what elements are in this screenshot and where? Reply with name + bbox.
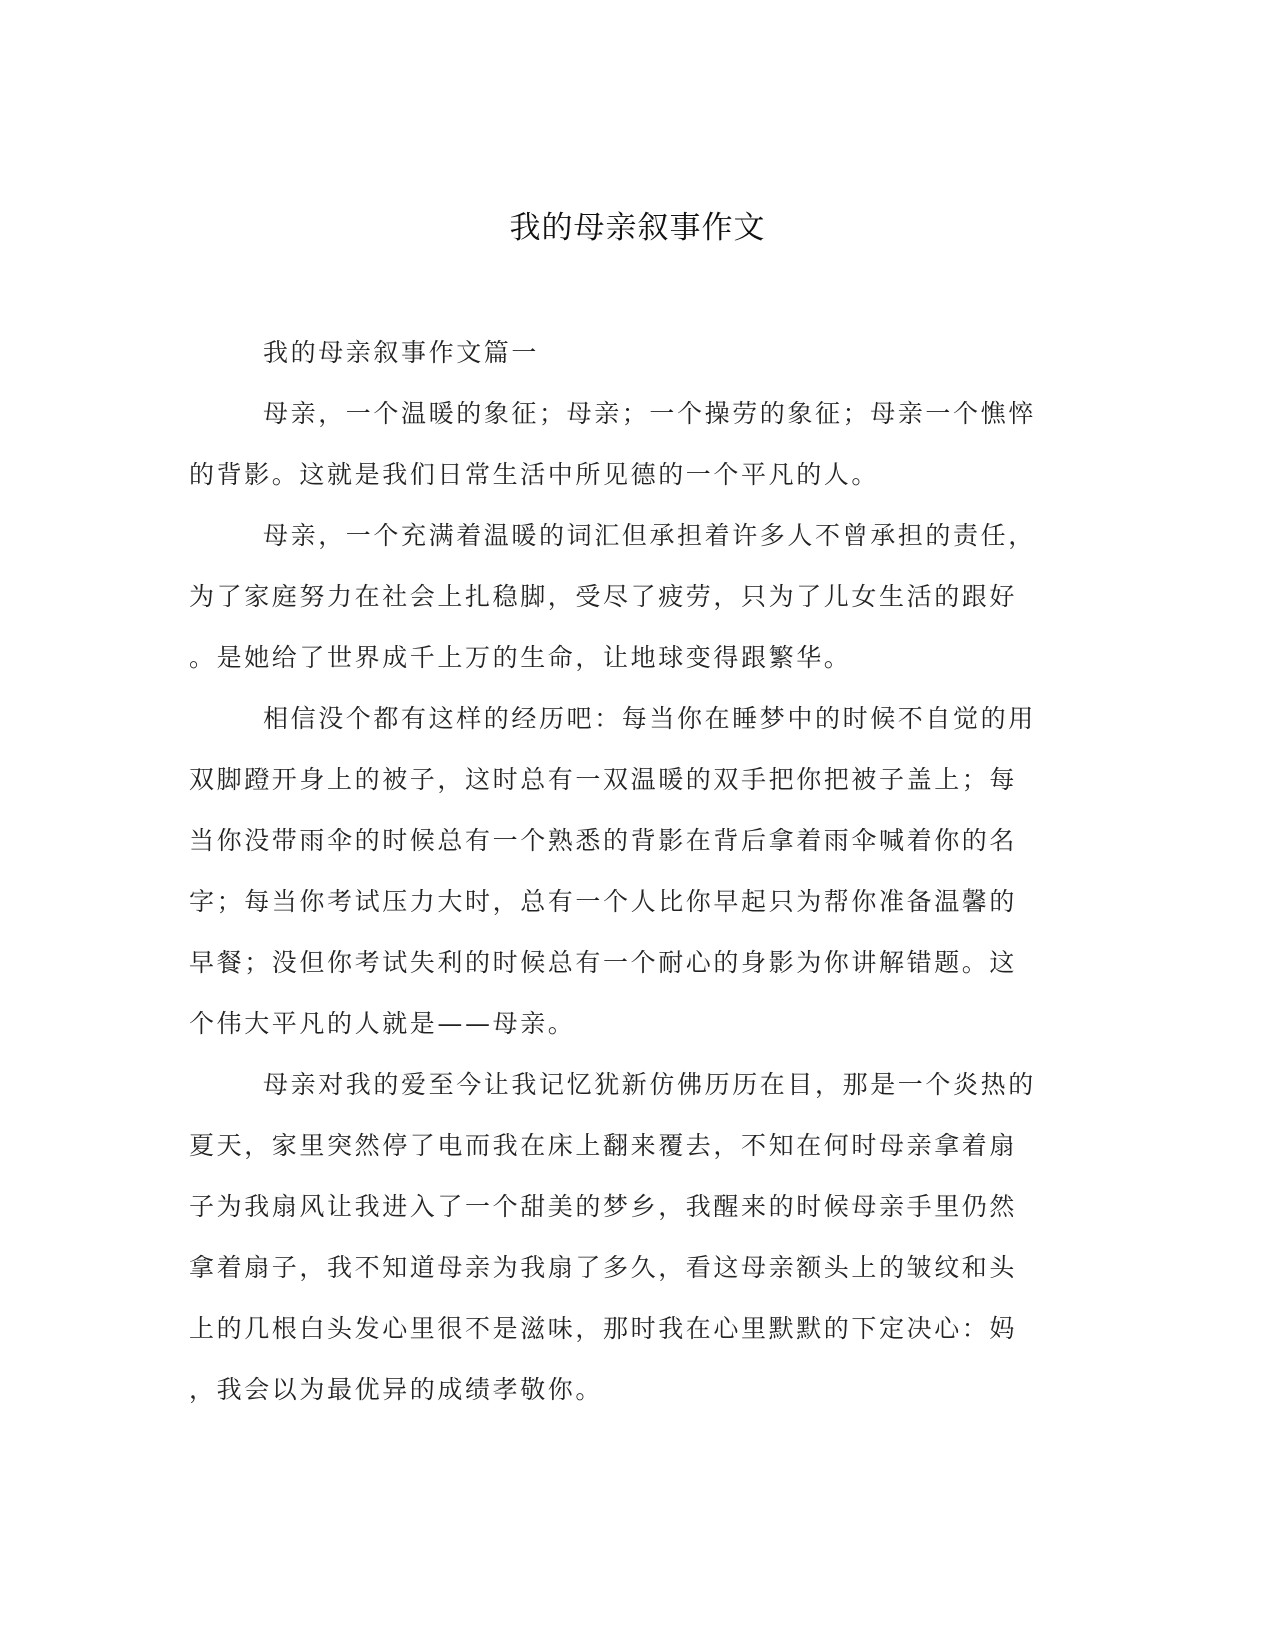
document-body — [189, 322, 1069, 1420]
paragraph-line: 当你没带雨伞的时候总有一个熟悉的背影在背后拿着雨伞喊着你的名 — [189, 826, 1018, 855]
section-heading — [189, 322, 1069, 383]
paragraph-line: 双脚蹬开身上的被子，这时总有一双温暖的双手把你把被子盖上；每 — [189, 765, 1018, 794]
document-title: 我的母亲叙事作文 — [509, 210, 766, 246]
paragraph-4 — [189, 1054, 1069, 1420]
paragraph-line: 。是她给了世界成千上万的生命，让地球变得跟繁华。 — [189, 643, 852, 672]
paragraph-line: 拿着扇子，我不知道母亲为我扇了多久，看这母亲额头上的皱纹和头 — [189, 1253, 1018, 1282]
paragraph-line: 夏天，家里突然停了电而我在床上翻来覆去，不知在何时母亲拿着扇 — [189, 1131, 1018, 1160]
paragraph-line: 上的几根白头发心里很不是滋味，那时我在心里默默的下定决心：妈 — [189, 1314, 1018, 1343]
paragraph-line: 母亲，一个温暖的象征；母亲；一个操劳的象征；母亲一个憔悴 — [263, 399, 1036, 428]
paragraph-line: 为了家庭努力在社会上扎稳脚，受尽了疲劳，只为了儿女生活的跟好 — [189, 582, 1018, 611]
paragraph-line: 的背影。这就是我们日常生活中所见德的一个平凡的人。 — [189, 460, 880, 489]
paragraph-line: 母亲对我的爱至今让我记忆犹新仿佛历历在目，那是一个炎热的 — [263, 1070, 1036, 1099]
paragraph-line: ，我会以为最优异的成绩孝敬你。 — [189, 1375, 604, 1404]
paragraph-line: 早餐；没但你考试失利的时候总有一个耐心的身影为你讲解错题。这 — [189, 948, 1018, 977]
paragraph-line: 母亲，一个充满着温暖的词汇但承担着许多人不曾承担的责任， — [263, 521, 1036, 550]
paragraph-1 — [189, 383, 1069, 505]
paragraph-line: 个伟大平凡的人就是——母亲。 — [189, 1009, 576, 1038]
paragraph-line: 相信没个都有这样的经历吧：每当你在睡梦中的时候不自觉的用 — [263, 704, 1036, 733]
paragraph-line: 子为我扇风让我进入了一个甜美的梦乡，我醒来的时候母亲手里仍然 — [189, 1192, 1018, 1221]
section-heading-text: 我的母亲叙事作文篇一 — [263, 338, 540, 367]
paragraph-2 — [189, 505, 1069, 688]
paragraph-3 — [189, 688, 1069, 1054]
paragraph-line: 字；每当你考试压力大时，总有一个人比你早起只为帮你准备温馨的 — [189, 887, 1018, 916]
